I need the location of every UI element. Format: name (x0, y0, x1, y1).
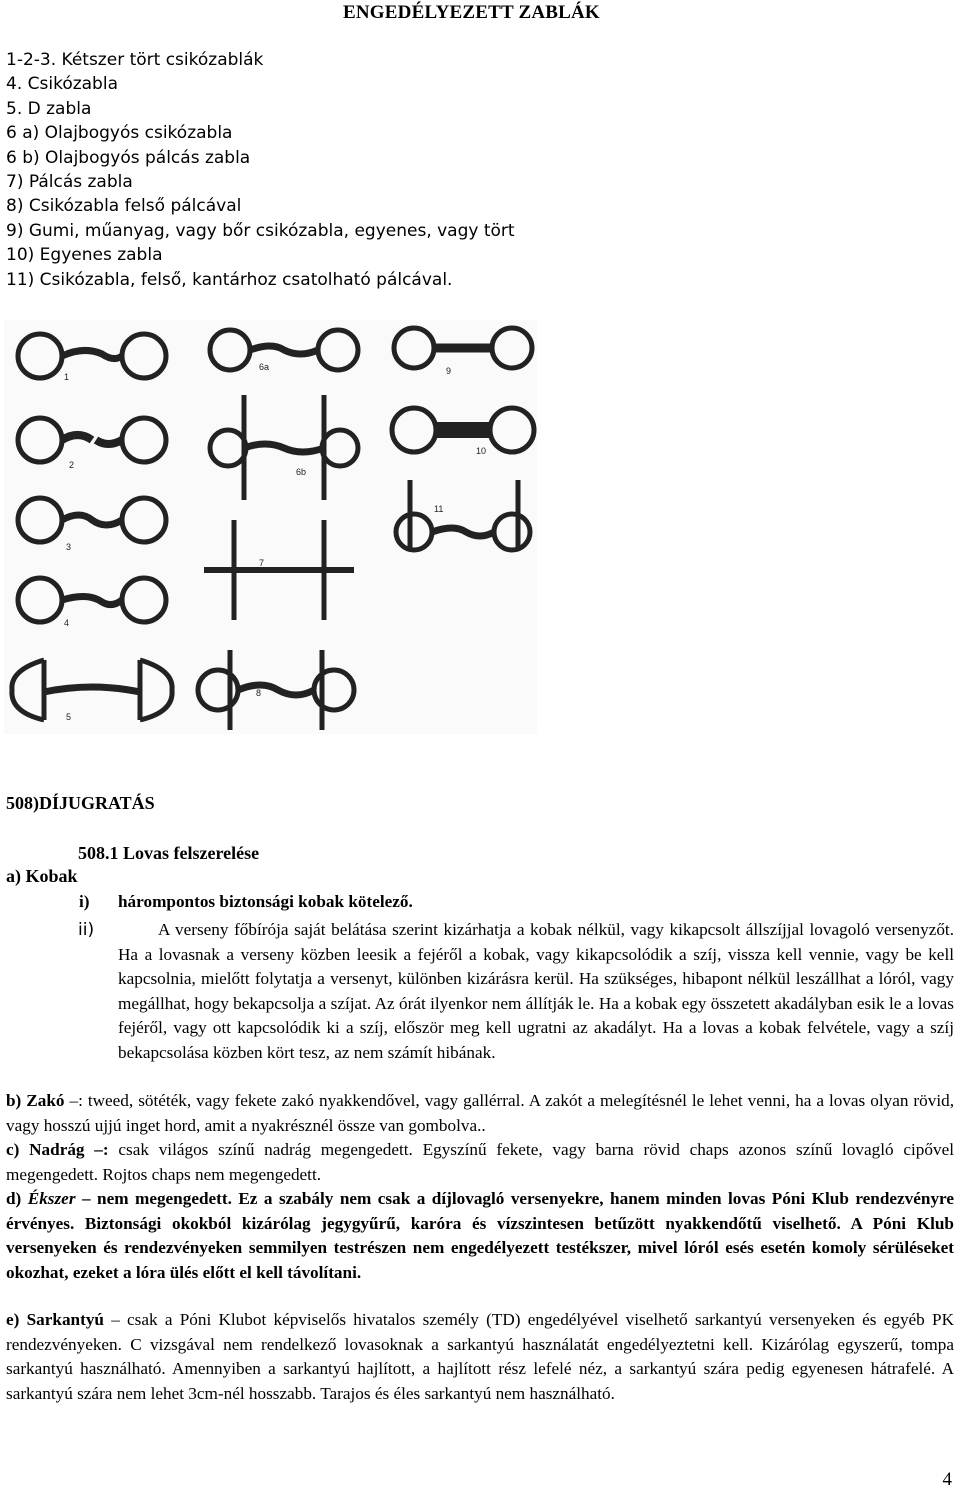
figure-label: 4 (64, 618, 70, 628)
list-item: 6 a) Olajbogyós csikózabla (6, 123, 233, 144)
bits-illustration (4, 320, 537, 734)
item-b-text: –: tweed, sötéték, vagy fekete zakó nyakkendővel, vagy gallérral. A zakót a melegítésnél le lehet venni, ha a lovas olyan rövid, vagy hosszú ujjú inget hord, amit a nyakrésznél össze van gombolva.. (6, 1091, 955, 1135)
figure-label: 6b (296, 467, 307, 477)
bit-9-drawing (394, 328, 532, 368)
item-d-italic: Ékszer (27, 1189, 76, 1208)
bit-11-drawing (396, 480, 530, 550)
item-c-paragraph (6, 1138, 954, 1187)
figure-label: 5 (66, 712, 72, 722)
bit-8-drawing (198, 650, 354, 730)
item-ii-text: A verseny főbírója saját belátása szerint kizárhatja a kobak nélkül, vagy kikapcsolt állszíjjal lovagoló versenyzőt. Ha a lovasnak a verseny közben leesik a fejéről a kobak, vagy kikapcsolódik a szíj, vissza kell vennie, vagy be kell kapcsolnia, mielőtt folytatja a versenyt, különben kizárásra kerül. Ha szükséges, hibapont nélkül leszállhat a lóról, vagy megállhat, hogy bekapcsolja a szíjat. Az órát ilyenkor nem állítják le. Ha a kobak egy összetett akadályban esik le a lovas fejéről, vagy ott kapcsolódik ki a szíj, először meg kell ugratni az akadályt. Ha a lovas a kobak felvétele, vagy a szíj bekapcsolása közben kört tesz, az nem számít hibának. (118, 920, 954, 1062)
item-e-text: – csak a Póni Klubot képviselős hivatalos személy (TD) engedélyével viselhető sarkantyú versenyeken és egyéb PK rendezvényeken. C vizsgával nem rendelkező lovasoknak a sarkantyú használatát engedélyeztetni kell. Kizárólag egyszerű, tompa sarkantyú használható. Amennyiben a sarkantyú hajlított, a hajlított rész lefelé néz, a sarkantyú szára pedig egyenesen hátrafelé. A sarkantyú szára nem lehet 3cm-nél hosszabb. Tarajos és éles sarkantyú nem használható. (6, 1310, 954, 1403)
item-d-paragraph (6, 1187, 954, 1285)
item-b-paragraph (6, 1089, 954, 1138)
bit-6a-drawing (210, 330, 358, 370)
figure-label: 10 (476, 446, 487, 456)
figure-label: 8 (256, 688, 262, 698)
item-d-text: – nem megengedett. Ez a szabály nem csak a díjlovagló versenyekre, hanem minden lovas Póni Klub rendezvényre érvényes. Biztonsági okokból kizárólag jegygyűrű, karóra és vízszintesen betűzött nyakkendőtű viselhető. A Póni Klub versenyeken és rendezvényeken semmilyen testrészen nem engedélyezett testékszer, mivel lóról esés esetén komoly sérüléseket okozhat, ezeket a lóra ülés előtt el kell távolítani. (6, 1189, 954, 1282)
figure-label: 3 (66, 542, 72, 552)
item-e-label: e) Sarkantyú (6, 1310, 104, 1329)
list-item: 6 b) Olajbogyós pálcás zabla (6, 147, 251, 168)
item-b-label: b) Zakó (6, 1091, 65, 1110)
figure-label: 7 (259, 558, 265, 568)
bit-list (6, 48, 515, 292)
bit-4-drawing (18, 578, 166, 622)
page-number: 4 (942, 1469, 952, 1490)
list-item: 4. Csikózabla (6, 74, 118, 95)
section-heading: 508)DÍJUGRATÁS (6, 793, 155, 813)
bit-7-drawing (204, 520, 354, 620)
bit-5-drawing (12, 660, 172, 720)
figure-label: 11 (434, 504, 444, 514)
figure-label: 9 (446, 366, 452, 376)
item-a-label: a) Kobak (6, 866, 78, 886)
item-i-label: i) (79, 892, 90, 911)
list-item: 7) Pálcás zabla (6, 172, 133, 193)
item-ii-label: ii) (78, 920, 95, 940)
list-item: 9) Gumi, műanyag, vagy bőr csikózabla, egyenes, vagy tört (6, 220, 515, 241)
figure-label: 6a (259, 362, 270, 372)
list-item: 10) Egyenes zabla (6, 245, 163, 266)
subsection-heading: 508.1 Lovas felszerelése (78, 843, 260, 863)
list-item: 1-2-3. Kétszer tört csikózablák (6, 50, 264, 70)
item-c-text: csak világos színű nadrág megengedett. Egyszínű fekete, vagy barna rövid chaps azonos színű lovagló cipővel megengedett. Rojtos chaps nem megengedett. (6, 1140, 954, 1184)
list-item: 8) Csikózabla felső pálcával (6, 196, 242, 217)
item-d-label: d) (6, 1189, 28, 1208)
item-c-label: c) Nadrág –: (6, 1140, 109, 1159)
bit-10-drawing (392, 408, 534, 452)
bit-1-drawing (18, 334, 166, 378)
figure-label: 1 (64, 372, 70, 382)
bit-3-drawing (18, 498, 166, 542)
figure-label: 2 (69, 460, 75, 470)
list-item: 11) Csikózabla, felső, kantárhoz csatolható pálcával. (6, 269, 453, 290)
page-title: ENGEDÉLYEZETT ZABLÁK (343, 2, 600, 23)
item-i-text: hárompontos biztonsági kobak kötelező. (118, 892, 413, 911)
bit-2-drawing (18, 418, 166, 462)
item-e-paragraph (6, 1308, 954, 1406)
list-item: 5. D zabla (6, 98, 92, 119)
bit-6b-drawing (210, 395, 358, 500)
